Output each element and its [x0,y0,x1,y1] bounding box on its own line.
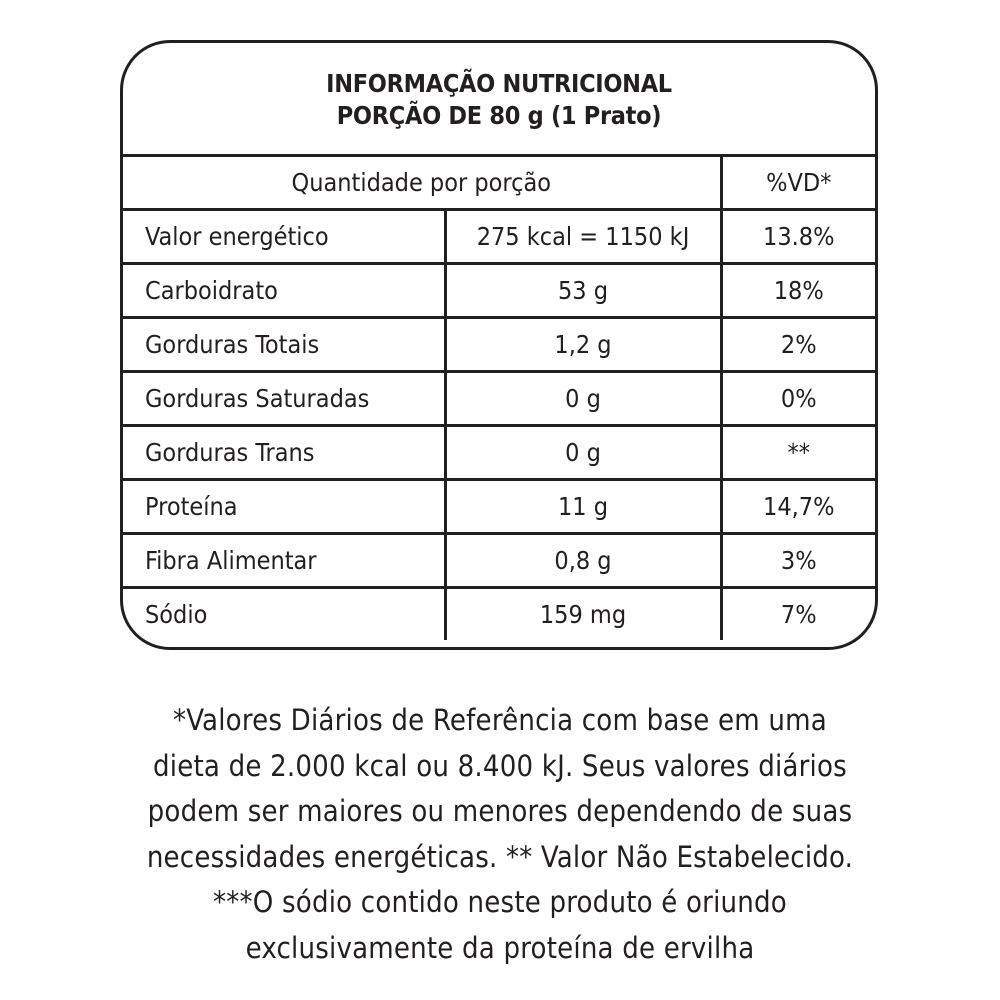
nutrient-vd: 3% [721,534,875,588]
nutrient-amount: 1,2 g [445,318,721,372]
serving-size: PORÇÃO DE 80 g (1 Prato) [336,100,662,130]
footnote-line: *Valores Diários de Referência com base em uma [173,703,827,737]
footnote [20,698,980,971]
vd-header: %VD* [721,157,875,210]
nutrient-amount: 11 g [445,480,721,534]
table-row [123,426,875,480]
table-row [123,588,875,641]
nutrient-name: Gorduras Saturadas [123,372,445,426]
footnote-line: dieta de 2.000 kcal ou 8.400 kJ. Seus valores diários [153,748,847,783]
nutrition-facts-panel [120,40,878,650]
nutrient-amount: 275 kcal = 1150 kJ [445,210,721,264]
footnote-line: podem ser maiores ou menores dependendo de suas [147,794,853,828]
nutrient-name: Fibra Alimentar [123,534,445,588]
table-row [123,480,875,534]
nutrient-name: Gorduras Trans [123,426,445,480]
panel-title: INFORMAÇÃO NUTRICIONAL [326,68,672,98]
nutrient-name: Carboidrato [123,264,445,318]
nutrient-vd: 14,7% [721,480,875,534]
table-row [123,372,875,426]
table-row [123,264,875,318]
footnote-line: necessidades energéticas. ** Valor Não Estabelecido. [146,839,854,874]
nutrient-name: Proteína [123,480,445,534]
nutrient-vd: 7% [780,600,817,629]
footnote-line: exclusivamente da proteína de ervilha [245,930,755,965]
nutrient-amount: 53 g [445,264,721,318]
footnote-line: ***O sódio contido neste produto é oriundo [213,885,787,919]
table-header-row [123,157,875,210]
nutrient-vd: 0% [721,372,875,426]
nutrient-amount: 0 g [445,426,721,480]
nutrient-name: Valor energético [123,210,445,264]
quantity-header: Quantidade por porção [123,157,721,210]
table-row [123,318,875,372]
nutrient-name: Gorduras Totais [123,318,445,372]
nutrient-vd: 2% [721,318,875,372]
panel-header [123,43,875,157]
nutrient-amount: 0 g [445,372,721,426]
nutrient-vd: 18% [721,264,875,318]
table-row [123,210,875,264]
table-row [123,534,875,588]
nutrient-amount: 0,8 g [445,534,721,588]
nutrient-amount: 159 mg [445,588,721,641]
nutrient-name: Sódio [123,588,445,641]
nutrient-vd: ** [721,426,875,480]
nutrition-table [123,157,875,640]
nutrient-vd: 13.8% [721,210,875,264]
